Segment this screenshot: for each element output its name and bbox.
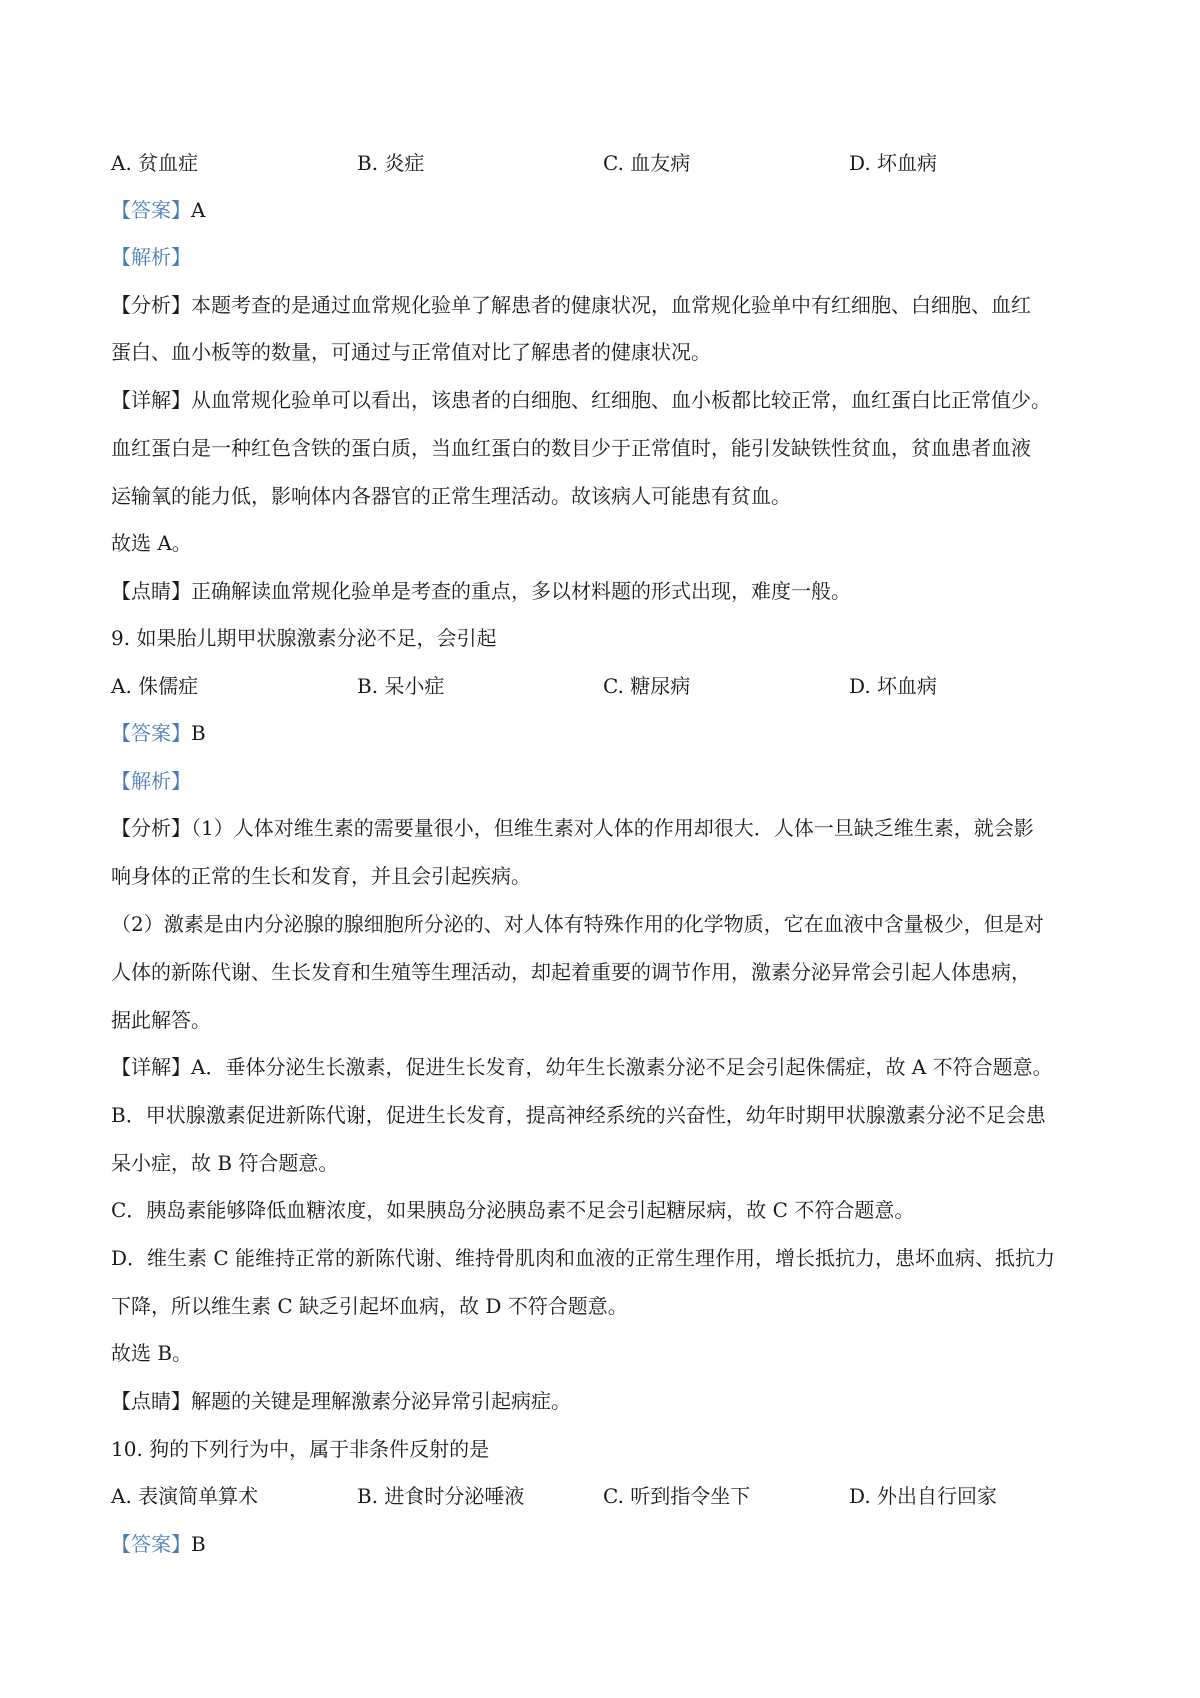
q9-xiangjie-line-3: 呆小症，故 B 符合题意。: [111, 1151, 339, 1175]
q9-fenxi-line-3: （2）激素是由内分泌腺的腺细胞所分泌的、对人体有特殊作用的化学物质，它在血液中含量极少，但是对: [111, 912, 1044, 936]
dianjing-tag: 【点睛】: [111, 1389, 191, 1413]
q8-dianjing: [111, 581, 851, 601]
answer-tag: 【答案】: [111, 198, 191, 222]
q8-xiangjie-line-1: [111, 390, 1051, 410]
q9-fenxi-line-5: 据此解答。: [111, 1008, 211, 1032]
q9-conclusion: 故选 B。: [111, 1341, 193, 1365]
q9-xiangjie-line-1: [111, 1057, 1053, 1077]
q8-option-a: A. 贫血症: [111, 151, 199, 175]
q9-option-b: B. 呆小症: [357, 674, 445, 698]
q8-fenxi-line-1: [111, 295, 1031, 315]
xiangjie-tag: 【详解】: [111, 1055, 191, 1079]
q9-xiangjie-line-6: 下降，所以维生素 C 缺乏引起坏血病，故 D 不符合题意。: [111, 1294, 628, 1318]
dianjing-text: 正确解读血常规化验单是考查的重点，多以材料题的形式出现，难度一般。: [191, 579, 851, 603]
xiangjie-tag: 【详解】: [111, 388, 191, 412]
dianjing-tag: 【点睛】: [111, 579, 191, 603]
q9-xiangjie-line-2: B．甲状腺激素促进新陈代谢，促进生长发育，提高神经系统的兴奋性，幼年时期甲状腺激素分泌不足会患: [111, 1103, 1046, 1127]
q9-analysis-tag: 【解析】: [111, 769, 191, 793]
q8-xiangjie-line-2: 血红蛋白是一种红色含铁的蛋白质，当血红蛋白的数目少于正常值时，能引发缺铁性贫血，贫血患者血液: [111, 436, 1031, 460]
q8-conclusion: 故选 A。: [111, 531, 192, 555]
answer-tag: 【答案】: [111, 1532, 191, 1556]
q8-option-b: B. 炎症: [357, 151, 425, 175]
q9-xiangjie-line-4: C．胰岛素能够降低血糖浓度，如果胰岛分泌胰岛素不足会引起糖尿病，故 C 不符合题意。: [111, 1198, 915, 1222]
q9-option-a: A. 侏儒症: [111, 674, 199, 698]
fenxi-text: 本题考查的是通过血常规化验单了解患者的健康状况，血常规化验单中有红细胞、白细胞、血红: [191, 293, 1031, 317]
q9-answer: [111, 723, 206, 743]
answer-tag: 【答案】: [111, 721, 191, 745]
q10-option-d: D. 外出自行回家: [849, 1484, 998, 1508]
fenxi-tag: 【分析】: [111, 293, 191, 317]
q8-option-d: D. 坏血病: [849, 151, 938, 175]
answer-value: B: [191, 1532, 206, 1556]
q8-analysis-tag: 【解析】: [111, 245, 191, 269]
q9-option-c: C. 糖尿病: [603, 674, 691, 698]
q9-fenxi-line-4: 人体的新陈代谢、生长发育和生殖等生理活动，却起着重要的调节作用，激素分泌异常会引起人体患病，: [111, 960, 1031, 984]
q9-fenxi-line-1: [111, 818, 1034, 838]
xiangjie-text: 从血常规化验单可以看出，该患者的白细胞、红细胞、血小板都比较正常，血红蛋白比正常值少。: [191, 388, 1051, 412]
q10-option-c: C. 听到指令坐下: [603, 1484, 751, 1508]
q10-answer: [111, 1534, 206, 1554]
dianjing-text: 解题的关键是理解激素分泌异常引起病症。: [191, 1389, 571, 1413]
q8-option-c: C. 血友病: [603, 151, 691, 175]
q8-fenxi-line-2: 蛋白、血小板等的数量，可通过与正常值对比了解患者的健康状况。: [111, 340, 711, 364]
q9-question: 9. 如果胎儿期甲状腺激素分泌不足，会引起: [111, 626, 497, 650]
q8-answer: [111, 200, 205, 220]
answer-value: B: [191, 721, 206, 745]
answer-value: A: [191, 198, 206, 222]
q9-dianjing: [111, 1391, 571, 1411]
q9-option-d: D. 坏血病: [849, 674, 938, 698]
q10-option-b: B. 进食时分泌唾液: [357, 1484, 525, 1508]
fenxi-text: （1）人体对维生素的需要量很小，但维生素对人体的作用却很大．人体一旦缺乏维生素，就会影: [191, 816, 1034, 840]
fenxi-tag: 【分析】: [111, 816, 191, 840]
q9-xiangjie-line-5: D．维生素 C 能维持正常的新陈代谢、维持骨肌肉和血液的正常生理作用，增长抵抗力，患坏血病、抵抗力: [111, 1246, 1056, 1270]
q10-question: 10. 狗的下列行为中，属于非条件反射的是: [111, 1437, 490, 1461]
xiangjie-text: A．垂体分泌生长激素，促进生长发育，幼年生长激素分泌不足会引起侏儒症，故 A 不符合题意。: [191, 1055, 1053, 1079]
q9-fenxi-line-2: 响身体的正常的生长和发育，并且会引起疾病。: [111, 864, 531, 888]
q10-option-a: A. 表演简单算术: [111, 1484, 259, 1508]
q8-xiangjie-line-3: 运输氧的能力低，影响体内各器官的正常生理活动。故该病人可能患有贫血。: [111, 484, 791, 508]
